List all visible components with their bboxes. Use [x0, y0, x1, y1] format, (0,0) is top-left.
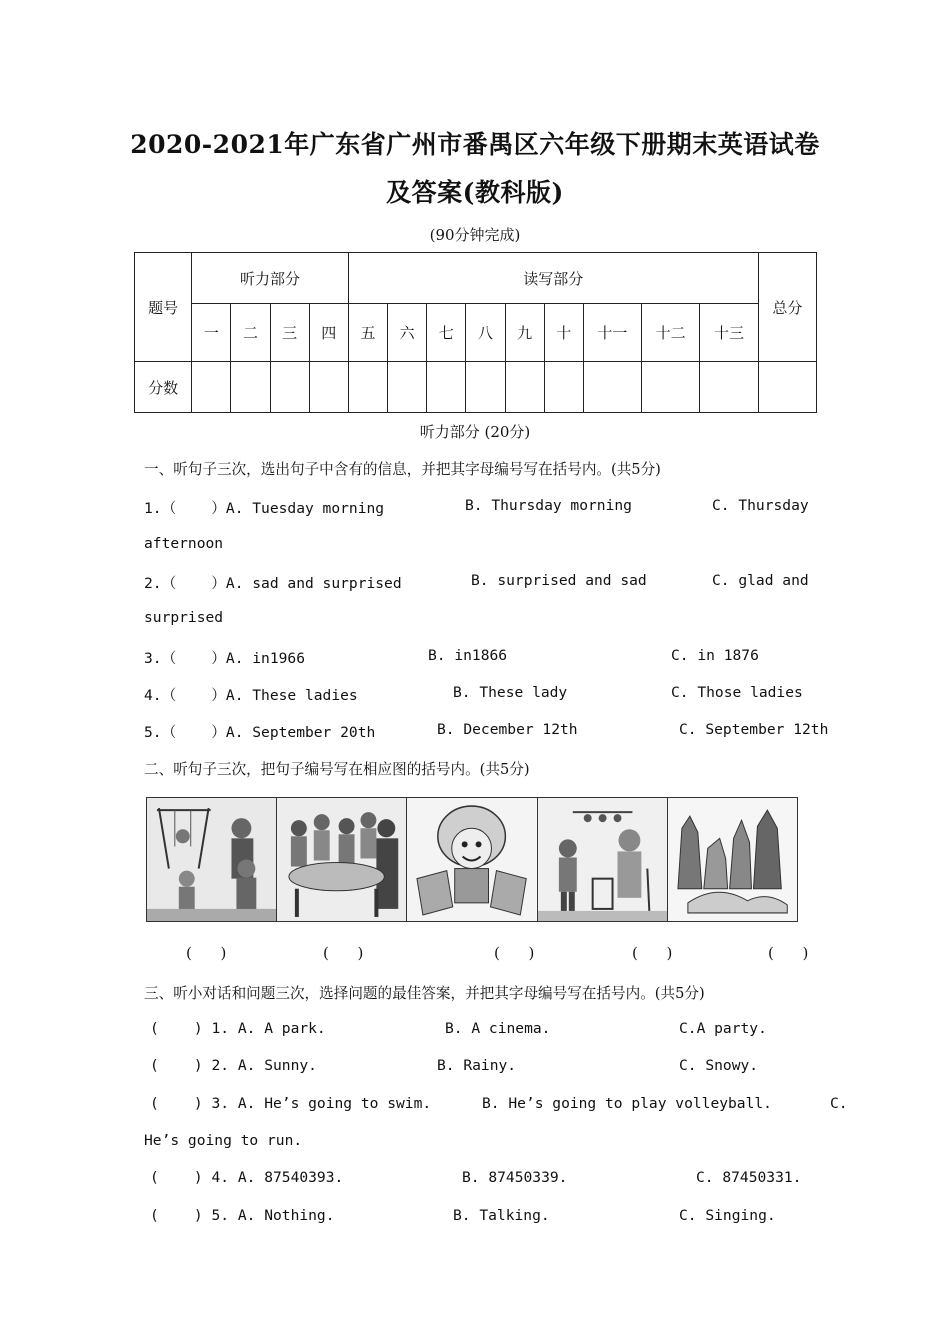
picture-playground [147, 798, 277, 921]
rw-header-cell: 读写部分 [348, 253, 758, 304]
section2-instruction: 二、听句子三次，把句子编号写在相应图的括号内。(共5分) [144, 761, 530, 778]
col-header: 一 [192, 304, 231, 362]
picture-blank-3[interactable]: ( ) [494, 944, 535, 962]
q3-a: 3.（ ）A. in1966 [144, 650, 305, 667]
q4-b: B. These lady [453, 684, 568, 701]
col-header: 十三 [700, 304, 758, 362]
s3-q1-b: B. A cinema. [445, 1020, 551, 1037]
q2-c: C. glad and [712, 572, 809, 589]
score-label-cell: 分数 [135, 362, 192, 413]
score-table [134, 252, 817, 413]
score-cell[interactable] [427, 362, 466, 413]
picture-blank-1[interactable]: ( ) [186, 944, 227, 962]
score-cell[interactable] [231, 362, 270, 413]
q2-a: 2.（ ）A. sad and surprised [144, 575, 402, 592]
s3-q3-a: ( ) 3. A. He’s going to swim. [150, 1095, 432, 1112]
col-header: 十二 [642, 304, 700, 362]
q1-a: 1.（ ）A. Tuesday morning [144, 500, 385, 517]
picture-dinner-party [277, 798, 407, 921]
picture-blank-2[interactable]: ( ) [323, 944, 364, 962]
col-header: 五 [348, 304, 387, 362]
col-header: 九 [505, 304, 544, 362]
score-cell[interactable] [544, 362, 583, 413]
s3-q5-a: ( ) 5. A. Nothing. [150, 1207, 335, 1224]
picture-blank-4[interactable]: ( ) [632, 944, 673, 962]
col-header: 七 [427, 304, 466, 362]
exam-duration: (90分钟完成) [429, 226, 521, 244]
s3-q5-b: B. Talking. [453, 1207, 550, 1224]
q3-c: C. in 1876 [671, 647, 759, 664]
listening-header-cell: 听力部分 [192, 253, 349, 304]
q2-b: B. surprised and sad [471, 572, 647, 589]
q4-a: 4.（ ）A. These ladies [144, 687, 358, 704]
score-cell[interactable] [309, 362, 348, 413]
section3-instruction: 三、听小对话和问题三次，选择问题的最佳答案，并把其字母编号写在括号内。(共5分) [144, 985, 705, 1002]
s3-q4-a: ( ) 4. A. 87540393. [150, 1169, 344, 1186]
s3-q4-b: B. 87450339. [462, 1169, 568, 1186]
row-header-cell: 题号 [135, 253, 192, 362]
score-cell[interactable] [642, 362, 700, 413]
picture-shopping-girl [407, 798, 537, 921]
score-cell[interactable] [505, 362, 544, 413]
q3-b: B. in1866 [428, 647, 508, 664]
total-header-cell: 总分 [758, 253, 816, 362]
q4-c: C. Those ladies [671, 684, 803, 701]
s3-q5-c: C. Singing. [679, 1207, 776, 1224]
s3-q2-b: B. Rainy. [437, 1057, 517, 1074]
listening-heading: 听力部分 (20分) [419, 423, 531, 441]
s3-q3-c: C. [830, 1095, 848, 1112]
score-cell[interactable] [270, 362, 309, 413]
score-cell[interactable] [466, 362, 505, 413]
score-cell[interactable] [388, 362, 427, 413]
score-cell[interactable] [192, 362, 231, 413]
col-header: 十一 [583, 304, 641, 362]
picture-helping-grandma [538, 798, 668, 921]
q5-a: 5.（ ）A. September 20th [144, 724, 376, 741]
exam-title-line2: 及答案(教科版) [386, 178, 564, 207]
q1-c: C. Thursday [712, 497, 809, 514]
s3-q3-cont: He’s going to run. [144, 1132, 303, 1149]
s3-q1-c: C.A party. [679, 1020, 767, 1037]
score-cell[interactable] [700, 362, 758, 413]
q2-cont: surprised [144, 609, 224, 626]
section1-instruction: 一、听句子三次，选出句子中含有的信息，并把其字母编号写在括号内。(共5分) [144, 461, 661, 478]
picture-stone-forest [668, 798, 797, 921]
q1-cont: afternoon [144, 535, 224, 552]
score-cell[interactable] [758, 362, 816, 413]
score-cell[interactable] [348, 362, 387, 413]
s3-q2-c: C. Snowy. [679, 1057, 759, 1074]
q5-b: B. December 12th [437, 721, 578, 738]
col-header: 八 [466, 304, 505, 362]
picture-strip [146, 797, 798, 922]
picture-blank-5[interactable]: ( ) [768, 944, 809, 962]
col-header: 十 [544, 304, 583, 362]
s3-q2-a: ( ) 2. A. Sunny. [150, 1057, 317, 1074]
s3-q4-c: C. 87450331. [696, 1169, 802, 1186]
s3-q3-b: B. He’s going to play volleyball. [482, 1095, 772, 1112]
score-cell[interactable] [583, 362, 641, 413]
col-header: 六 [388, 304, 427, 362]
q1-b: B. Thursday morning [465, 497, 632, 514]
s3-q1-a: ( ) 1. A. A park. [150, 1020, 326, 1037]
col-header: 二 [231, 304, 270, 362]
col-header: 四 [309, 304, 348, 362]
exam-title-line1: 2020-2021年广东省广州市番禺区六年级下册期末英语试卷 [130, 130, 820, 159]
col-header: 三 [270, 304, 309, 362]
q5-c: C. September 12th [679, 721, 829, 738]
